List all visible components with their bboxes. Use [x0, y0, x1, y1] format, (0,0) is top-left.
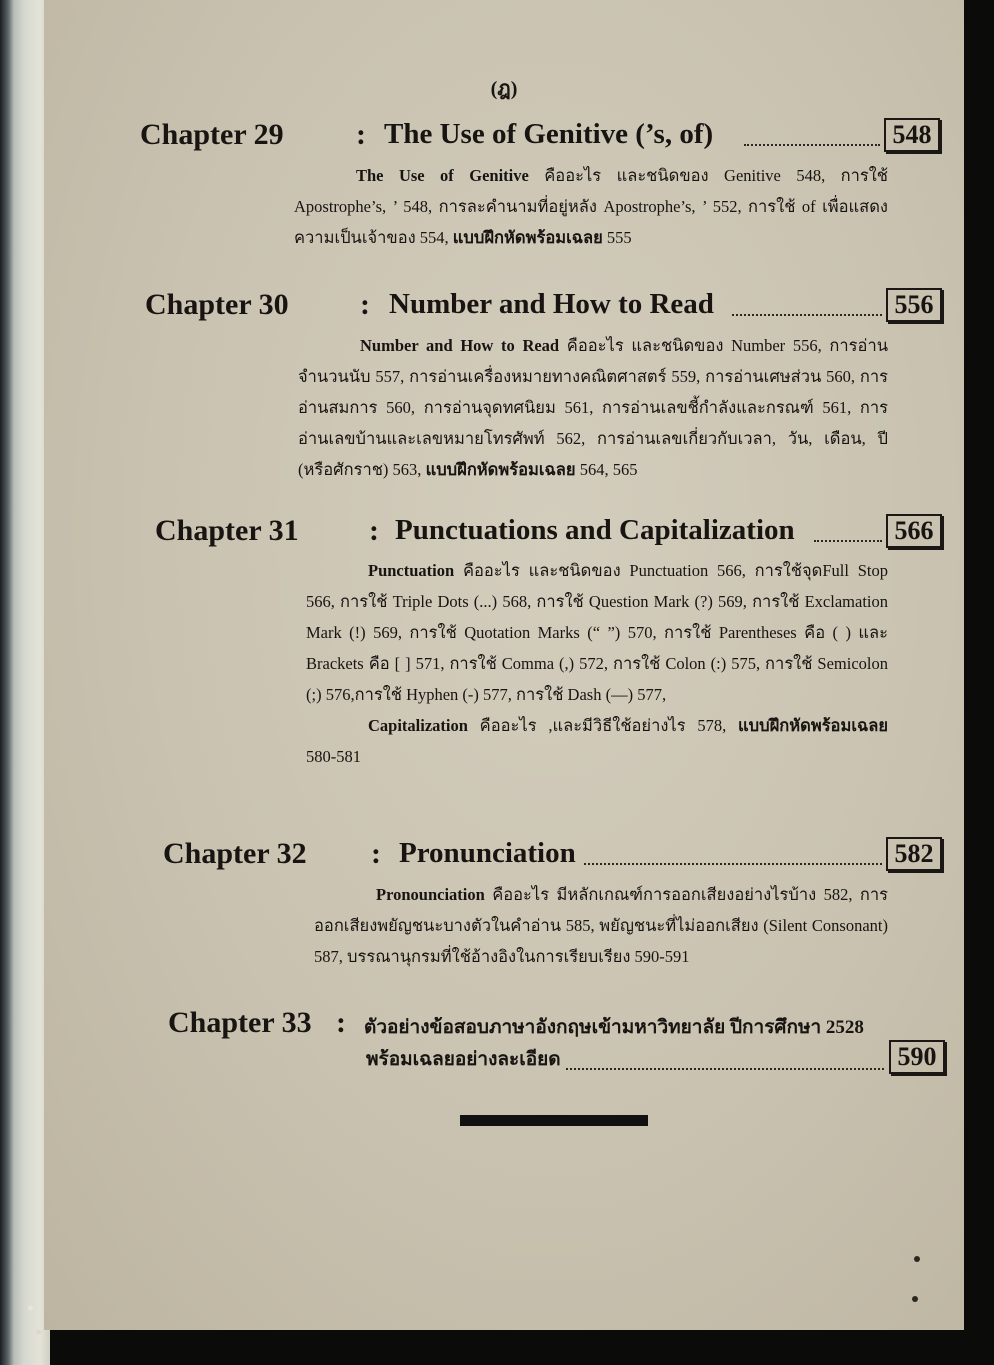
- topic-term: Number and How to Read: [360, 336, 560, 355]
- chapter-colon: :: [356, 118, 366, 151]
- exercise-pages: 580-581: [306, 747, 361, 766]
- end-rule: [460, 1115, 648, 1126]
- topic-text: คืออะไร มีหลักเกณฑ์การออกเสียงอย่างไรบ้าง 582, การออกเสียงพยัญชนะบางตัวในคำอ่าน 585, พยัญชนะที่ไม่ออกเสียง (Silent Consonant) 587, บรรณานุกรมที่ใช้อ้างอิงในการเรียบเรียง 590-591: [314, 885, 888, 966]
- page-dot: [914, 1256, 920, 1262]
- exercise-term: แบบฝึกหัดพร้อมเฉลย: [425, 460, 576, 479]
- page-marker: (ฎ): [490, 78, 518, 100]
- topic-term: Punctuation: [368, 561, 455, 580]
- dot-leader: [584, 863, 882, 865]
- chapter-title: The Use of Genitive (’s, of): [384, 118, 714, 150]
- chapter-title: Punctuations and Capitalization: [395, 514, 795, 546]
- chapter-colon: :: [369, 514, 379, 547]
- page-number-box: 590: [889, 1040, 945, 1074]
- topic-term: The Use of Genitive: [356, 166, 529, 185]
- chapter-number: Chapter 32: [163, 837, 307, 870]
- chapter-number: Chapter 30: [145, 288, 289, 321]
- chapter-heading-29: [44, 118, 944, 162]
- topic-text: คืออะไร และชนิดของ Genitive 548, การใช้ Apostrophe’s, ’ 548, การละคำนามที่อยู่หลัง Apostrophe’s, ’ 552, การใช้ of เพื่อแสดงความเป็นเจ้าของ 554,: [294, 166, 889, 247]
- topic-text: คืออะไร และชนิดของ Number 556, การอ่านจำนวนนับ 557, การอ่านเครื่องหมายทางคณิตศาสตร์ 559, การอ่านเศษส่วน 560, การอ่านสมการ 560, การอ่านจุดทศนิยม 561, การอ่านเลขชี้กำลังและกรณฑ์ 561, การอ่านเลขบ้านและเลขหมายโทรศัพท์ 562, การอ่านเลขเกี่ยวกับเวลา, วัน, เดือน, ปี (หรือศักราช) 563,: [298, 336, 888, 479]
- chapter-number: Chapter 29: [140, 118, 284, 151]
- dot-leader: [814, 540, 882, 542]
- chapter-description-31: [306, 555, 888, 772]
- chapter-colon: :: [360, 288, 370, 321]
- exercise-term: แบบฝึกหัดพร้อมเฉลย: [452, 228, 603, 247]
- dot-leader: [744, 144, 880, 146]
- description-paragraph: [314, 879, 888, 972]
- page-dot: [912, 1296, 918, 1302]
- chapter-description-30: [298, 330, 888, 485]
- dot-leader: [732, 314, 882, 316]
- book-binding-edge: [0, 0, 50, 1365]
- page-number-box: 582: [886, 837, 942, 871]
- chapter-heading-30: [44, 288, 944, 332]
- description-paragraph: [298, 330, 888, 485]
- chapter-colon: :: [371, 837, 381, 870]
- exercise-term: แบบฝึกหัดพร้อมเฉลย: [737, 716, 888, 735]
- chapter-heading-33: [44, 1006, 954, 1080]
- description-paragraph: [294, 160, 888, 253]
- chapter-description-32: [314, 879, 888, 972]
- chapter-description-29: [294, 160, 888, 253]
- description-paragraph: [306, 555, 888, 710]
- topic-text: คืออะไร และชนิดของ Punctuation 566, การใช้จุดFull Stop 566, การใช้ Triple Dots (...) 568, การใช้ Question Mark (?) 569, การใช้ Exclamation Mark (!) 569, การใช้ Quotation Marks (“ ”) 570, การใช้ Parentheses คือ ( ) และ Brackets คือ [ ] 571, การใช้ Comma (,) 572, การใช้ Colon (:) 575, การใช้ Semicolon (;) 576,การใช้ Hyphen (-) 577, การใช้ Dash (—) 577,: [306, 561, 888, 704]
- book-page: [44, 0, 964, 1330]
- chapter-title: ตัวอย่างข้อสอบภาษาอังกฤษเข้ามหาวิทยาลัย ปีการศึกษา 2528: [364, 1017, 864, 1038]
- chapter-heading-32: [44, 837, 944, 881]
- chapter-title-continued: พร้อมเฉลยอย่างละเอียด: [366, 1049, 561, 1070]
- page-number-box: 556: [886, 288, 942, 322]
- topic-term: Pronounciation: [376, 885, 485, 904]
- chapter-colon: :: [336, 1006, 346, 1039]
- description-paragraph: [306, 710, 888, 772]
- exercise-pages: 555: [602, 228, 632, 247]
- page-number-box: 566: [886, 514, 942, 548]
- chapter-number: Chapter 33: [168, 1006, 312, 1039]
- chapter-title: Number and How to Read: [389, 288, 714, 320]
- dot-leader: [566, 1068, 884, 1070]
- chapter-number: Chapter 31: [155, 514, 299, 547]
- exercise-pages: 564, 565: [575, 460, 638, 479]
- page-number-box: 548: [884, 118, 940, 152]
- topic-term: Capitalization: [368, 716, 468, 735]
- topic-text: คืออะไร ,และมีวิธีใช้อย่างไร 578,: [467, 716, 738, 735]
- chapter-heading-31: [44, 514, 944, 558]
- chapter-title: Pronunciation: [399, 837, 576, 869]
